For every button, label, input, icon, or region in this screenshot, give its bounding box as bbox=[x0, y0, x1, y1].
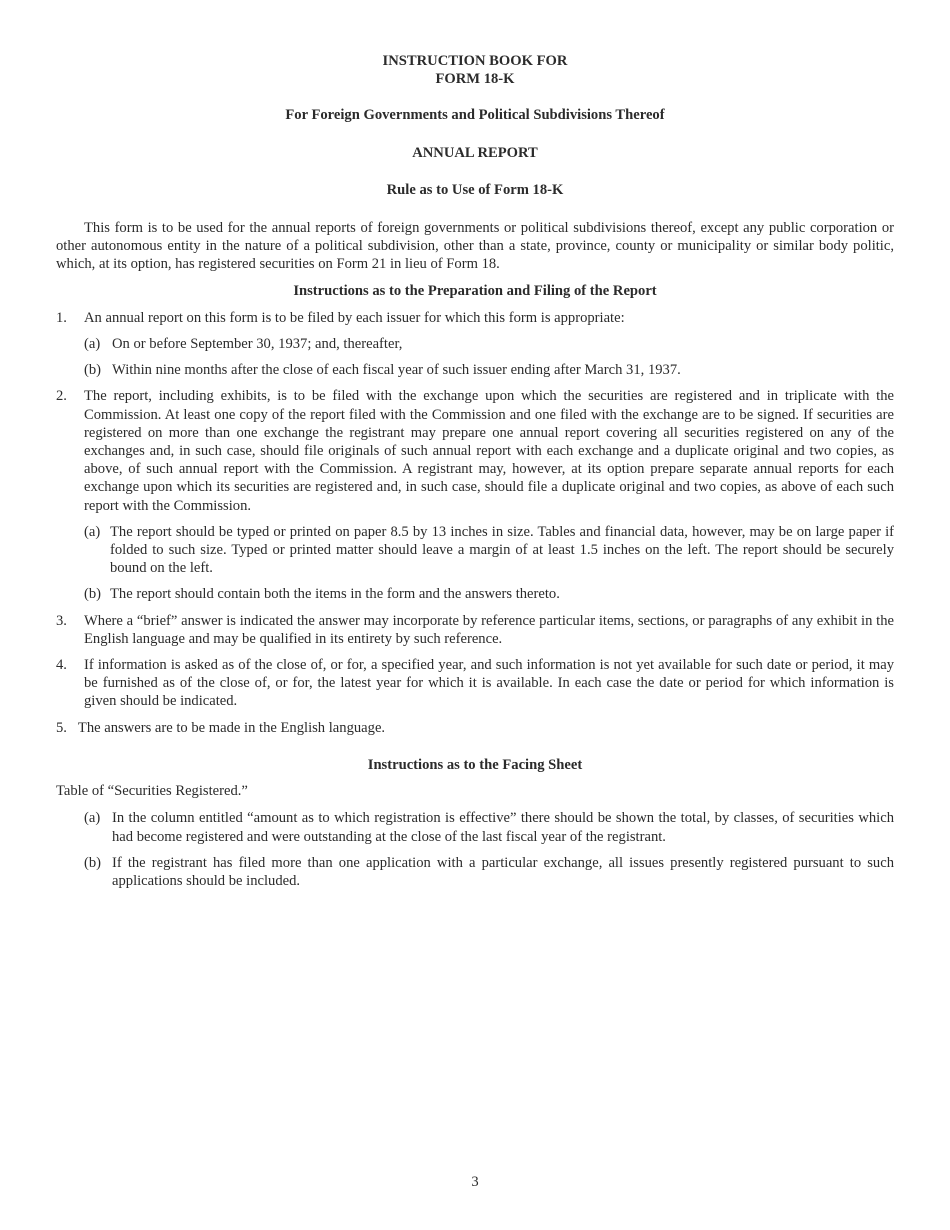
item-text: The report, including exhibits, is to be filed with the exchange upon which the securities are registered and in triplicate with the Commission. At least one copy of the report filed with the Commission and one filed with the exchange are to be signed. If securities are registered on more than one exchange the registrant may prepare one annual report covering all securities registered on any of the exchanges and, in such case, should file originals of such annual report with each exchange and a duplicate original and two copies, as above, of such annual report with the Commission. A registrant may, however, at its option prepare separate annual reports for each exchange upon which its securities are registered and, in such case, should file a duplicate original and two copies, as above of each such report with the Commission. bbox=[84, 388, 894, 514]
list-item bbox=[56, 656, 894, 711]
sub-item-label: (b) bbox=[84, 854, 102, 871]
list-item bbox=[56, 387, 894, 514]
sub-item-text: In the column entitled “amount as to which registration is effective” there should be shown the total, by classes, of securities which had become registered and were outstanding at the close of the last fiscal year of the registrant. bbox=[112, 810, 894, 845]
item-number: 4. bbox=[56, 657, 67, 674]
sub-item bbox=[56, 585, 894, 603]
item-number: 2. bbox=[56, 388, 67, 405]
sub-item-label: (b) bbox=[84, 362, 102, 379]
item-number: 3. bbox=[56, 612, 67, 629]
sub-item bbox=[56, 523, 894, 578]
sub-item-text: If the registrant has filed more than one application with a particular exchange, all issues presently registered pursuant to such applications should be included. bbox=[112, 854, 894, 889]
sub-item bbox=[56, 809, 894, 845]
item-text: An annual report on this form is to be filed by each issuer for which this form is appropriate: bbox=[84, 309, 625, 326]
sub-item-text: Within nine months after the close of each fiscal year of such issuer ending after March 31, 1937. bbox=[112, 362, 681, 379]
list-item bbox=[56, 309, 894, 327]
list-item bbox=[56, 612, 894, 648]
title-line-2: FORM 18-K bbox=[435, 71, 515, 88]
sub-item-text: On or before September 30, 1937; and, thereafter, bbox=[112, 336, 403, 353]
sub-item-label: (a) bbox=[84, 336, 101, 353]
item-text: Where a “brief” answer is indicated the answer may incorporate by reference particular items, sections, or paragraphs of any exhibit in the English language and may be qualified in its entirety by such reference. bbox=[84, 612, 894, 647]
facing-sheet-heading: Instructions as to the Facing Sheet bbox=[367, 756, 583, 773]
sub-item-label: (a) bbox=[84, 810, 101, 827]
subtitle: For Foreign Governments and Political Subdivisions Thereof bbox=[285, 107, 665, 124]
page-content bbox=[56, 52, 894, 890]
preparation-heading: Instructions as to the Preparation and Filing of the Report bbox=[293, 282, 657, 299]
sub-item bbox=[56, 854, 894, 890]
item-text: If information is asked as of the close of, or for, a specified year, and such information is not yet available for such date or period, it may be furnished as of the close of, or for, the latest year for which it is available. In each case the date or period for which information is given should be indicated. bbox=[84, 657, 894, 710]
rule-heading: Rule as to Use of Form 18-K bbox=[386, 181, 564, 198]
sub-item bbox=[56, 361, 894, 379]
page-number: 3 bbox=[471, 1174, 479, 1190]
list-item bbox=[56, 719, 894, 737]
report-type-heading: ANNUAL REPORT bbox=[412, 144, 538, 161]
item-text: The answers are to be made in the English language. bbox=[77, 719, 386, 736]
sub-item-text: The report should be typed or printed on paper 8.5 by 13 inches in size. Tables and financial data, however, may be on large paper if folded to such size. Typed or printed matter should leave a margin of at least 1.5 inches on the left. The report should be securely bound on the left. bbox=[110, 523, 894, 577]
rule-paragraph: This form is to be used for the annual reports of foreign governments or political subdivisions thereof, except any public corporation or other autonomous entity in the nature of a political subdivision, other than a state, province, county or municipality or similar body politic, which, at its option, has registered securities on Form 21 in lieu of Form 18. bbox=[56, 220, 894, 273]
item-number: 5. bbox=[56, 719, 67, 736]
title-line-1: INSTRUCTION BOOK FOR bbox=[382, 53, 568, 69]
table-label: Table of “Securities Registered.” bbox=[56, 783, 248, 800]
sub-item-label: (a) bbox=[84, 523, 101, 540]
sub-item-text: The report should contain both the items in the form and the answers thereto. bbox=[110, 586, 560, 603]
sub-item bbox=[56, 335, 894, 353]
item-number: 1. bbox=[56, 309, 67, 326]
sub-item-label: (b) bbox=[84, 586, 102, 603]
